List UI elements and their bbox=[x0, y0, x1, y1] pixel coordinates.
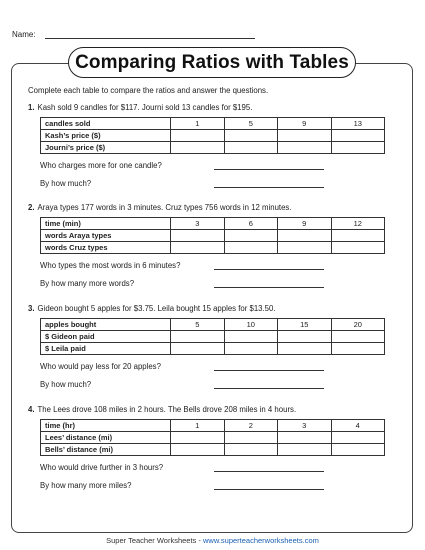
footer-separator: - bbox=[196, 536, 203, 545]
answer-cell[interactable] bbox=[278, 331, 331, 343]
problem-number: 3. bbox=[28, 304, 35, 313]
row-label: words Cruz types bbox=[41, 242, 171, 254]
ratio-table bbox=[40, 217, 385, 254]
given-value-cell: 12 bbox=[331, 218, 385, 230]
answer-line[interactable] bbox=[214, 187, 324, 188]
given-value-cell: 1 bbox=[171, 420, 224, 432]
table-row bbox=[41, 343, 385, 355]
answer-line[interactable] bbox=[214, 370, 324, 371]
row-label: apples bought bbox=[41, 319, 171, 331]
question-text: Who types the most words in 6 minutes? bbox=[40, 261, 181, 270]
question-text: Who charges more for one candle? bbox=[40, 161, 162, 170]
given-value-cell: 15 bbox=[278, 319, 331, 331]
table-row bbox=[41, 432, 385, 444]
answer-cell[interactable] bbox=[171, 432, 224, 444]
table-row bbox=[41, 142, 385, 154]
answer-cell[interactable] bbox=[224, 343, 277, 355]
answer-cell[interactable] bbox=[331, 230, 385, 242]
footer-url[interactable]: www.superteacherworksheets.com bbox=[202, 536, 319, 545]
given-value-cell: 20 bbox=[331, 319, 385, 331]
answer-cell[interactable] bbox=[224, 331, 277, 343]
table-row bbox=[41, 444, 385, 456]
answer-cell[interactable] bbox=[171, 230, 224, 242]
answer-cell[interactable] bbox=[224, 130, 277, 142]
problem-text: Araya types 177 words in 3 minutes. Cruz types 756 words in 12 minutes. bbox=[37, 203, 292, 212]
answer-cell[interactable] bbox=[331, 343, 385, 355]
question-text: By how much? bbox=[40, 179, 92, 188]
given-value-cell: 1 bbox=[171, 118, 224, 130]
answer-cell[interactable] bbox=[331, 142, 385, 154]
given-value-cell: 4 bbox=[331, 420, 385, 432]
name-field[interactable] bbox=[12, 30, 36, 39]
problem-text: The Lees drove 108 miles in 2 hours. The Bells drove 208 miles in 4 hours. bbox=[37, 405, 297, 414]
answer-cell[interactable] bbox=[278, 130, 331, 142]
given-value-cell: 6 bbox=[224, 218, 277, 230]
table-row bbox=[41, 118, 385, 130]
row-label: Bells’ distance (mi) bbox=[41, 444, 171, 456]
answer-line[interactable] bbox=[214, 269, 324, 270]
problem-4 bbox=[28, 405, 398, 490]
answer-cell[interactable] bbox=[171, 130, 224, 142]
answer-cell[interactable] bbox=[171, 142, 224, 154]
given-value-cell: 5 bbox=[171, 319, 224, 331]
answer-cell[interactable] bbox=[278, 432, 331, 444]
footer bbox=[0, 536, 425, 545]
question-text: By how many more words? bbox=[40, 279, 135, 288]
problem-text: Kash sold 9 candles for $117. Journi sold 13 candles for $195. bbox=[37, 103, 253, 112]
answer-cell[interactable] bbox=[278, 242, 331, 254]
answer-cell[interactable] bbox=[331, 130, 385, 142]
given-value-cell: 3 bbox=[278, 420, 331, 432]
problem-3 bbox=[28, 304, 398, 389]
answer-cell[interactable] bbox=[278, 343, 331, 355]
answer-cell[interactable] bbox=[224, 230, 277, 242]
answer-line[interactable] bbox=[214, 169, 324, 170]
problem-number: 2. bbox=[28, 203, 35, 212]
table-row bbox=[41, 218, 385, 230]
name-label: Name: bbox=[12, 30, 36, 39]
given-value-cell: 3 bbox=[171, 218, 224, 230]
answer-cell[interactable] bbox=[331, 242, 385, 254]
row-label: $ Leila paid bbox=[41, 343, 171, 355]
problem-number: 4. bbox=[28, 405, 35, 414]
given-value-cell: 2 bbox=[224, 420, 277, 432]
problem-statement bbox=[28, 405, 398, 414]
row-label: words Araya types bbox=[41, 230, 171, 242]
footer-brand: Super Teacher Worksheets bbox=[106, 536, 197, 545]
question-text: By how many more miles? bbox=[40, 481, 132, 490]
answer-cell[interactable] bbox=[278, 444, 331, 456]
table-row bbox=[41, 319, 385, 331]
answer-cell[interactable] bbox=[224, 242, 277, 254]
problem-number: 1. bbox=[28, 103, 35, 112]
question-text: Who would pay less for 20 apples? bbox=[40, 362, 161, 371]
given-value-cell: 13 bbox=[331, 118, 385, 130]
answer-cell[interactable] bbox=[171, 444, 224, 456]
ratio-table bbox=[40, 318, 385, 355]
table-row bbox=[41, 420, 385, 432]
table-row bbox=[41, 242, 385, 254]
problem-statement bbox=[28, 203, 398, 212]
question-text: By how much? bbox=[40, 380, 92, 389]
name-line[interactable] bbox=[45, 38, 255, 39]
row-label: Journi’s price ($) bbox=[41, 142, 171, 154]
answer-cell[interactable] bbox=[224, 444, 277, 456]
table-row bbox=[41, 130, 385, 142]
problem-1 bbox=[28, 103, 398, 188]
row-label: $ Gideon paid bbox=[41, 331, 171, 343]
problem-2 bbox=[28, 203, 398, 288]
table-row bbox=[41, 230, 385, 242]
row-label: time (hr) bbox=[41, 420, 171, 432]
row-label: Lees’ distance (mi) bbox=[41, 432, 171, 444]
ratio-table bbox=[40, 117, 385, 154]
table-row bbox=[41, 331, 385, 343]
given-value-cell: 10 bbox=[224, 319, 277, 331]
answer-cell[interactable] bbox=[278, 230, 331, 242]
problem-statement bbox=[28, 103, 398, 112]
answer-line[interactable] bbox=[214, 388, 324, 389]
problem-statement bbox=[28, 304, 398, 313]
answer-cell[interactable] bbox=[171, 242, 224, 254]
instructions: Complete each table to compare the ratios and answer the questions. bbox=[28, 86, 269, 95]
answer-cell[interactable] bbox=[331, 331, 385, 343]
problem-text: Gideon bought 5 apples for $3.75. Leila bought 15 apples for $13.50. bbox=[37, 304, 276, 313]
answer-cell[interactable] bbox=[331, 432, 385, 444]
question-text: Who would drive further in 3 hours? bbox=[40, 463, 164, 472]
row-label: candles sold bbox=[41, 118, 171, 130]
answer-line[interactable] bbox=[214, 471, 324, 472]
answer-cell[interactable] bbox=[331, 444, 385, 456]
given-value-cell: 9 bbox=[278, 118, 331, 130]
given-value-cell: 9 bbox=[278, 218, 331, 230]
page-title: Comparing Ratios with Tables bbox=[68, 47, 356, 78]
answer-cell[interactable] bbox=[171, 331, 224, 343]
row-label: Kash’s price ($) bbox=[41, 130, 171, 142]
given-value-cell: 5 bbox=[224, 118, 277, 130]
answer-line[interactable] bbox=[214, 287, 324, 288]
answer-cell[interactable] bbox=[171, 343, 224, 355]
answer-line[interactable] bbox=[214, 489, 324, 490]
answer-cell[interactable] bbox=[224, 432, 277, 444]
row-label: time (min) bbox=[41, 218, 171, 230]
ratio-table bbox=[40, 419, 385, 456]
answer-cell[interactable] bbox=[224, 142, 277, 154]
answer-cell[interactable] bbox=[278, 142, 331, 154]
